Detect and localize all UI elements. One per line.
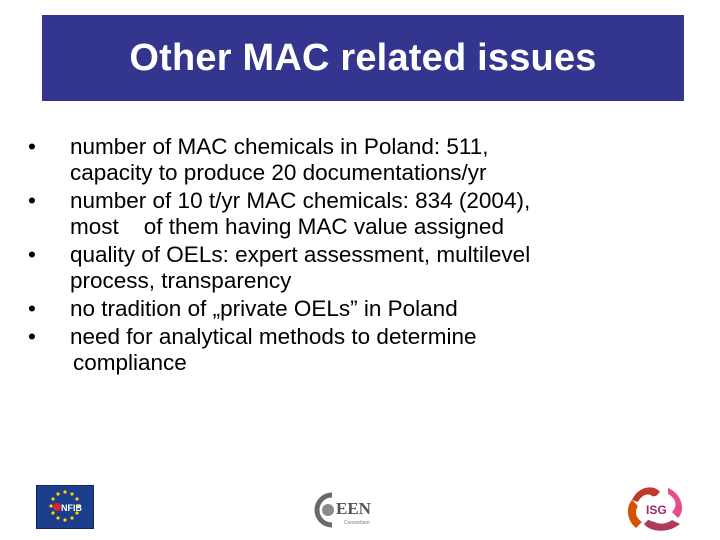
ceen-logo-subtext: Consortium — [344, 520, 370, 526]
eu-logo-text: NFIB — [61, 503, 82, 513]
ceen-logo-icon — [314, 491, 386, 529]
bullet-glyph: • — [28, 324, 36, 349]
bullet-item — [28, 242, 688, 294]
bullet-line: number of 10 t/yr MAC chemicals: 834 (2004), — [70, 188, 531, 213]
isg-hands-logo-icon — [624, 482, 688, 534]
bullet-line: no tradition of „private OELs” in Poland — [70, 296, 458, 321]
bullet-line: compliance — [73, 350, 187, 375]
bullet-item — [28, 296, 688, 322]
bullet-item — [28, 188, 688, 240]
bullet-line: capacity to produce 20 documentations/yr — [70, 160, 487, 185]
eu-flag-icon — [36, 485, 94, 529]
bullet-glyph: • — [28, 242, 36, 267]
title-bar — [42, 15, 684, 101]
bullet-list — [28, 134, 688, 378]
slide-title: Other MAC related issues — [129, 36, 597, 79]
bullet-item — [28, 324, 688, 376]
bullet-line: most of them having MAC value assigned — [70, 214, 504, 239]
bullet-line: need for analytical methods to determine — [70, 324, 477, 349]
bullet-glyph: • — [28, 134, 36, 159]
bullet-item — [28, 134, 688, 186]
ceen-logo-text: EEN — [336, 499, 371, 518]
bullet-line: number of MAC chemicals in Poland: 511, — [70, 134, 489, 159]
bullet-line: quality of OELs: expert assessment, multilevel — [70, 242, 531, 267]
bullet-glyph: • — [28, 188, 36, 213]
bullet-line: process, transparency — [70, 268, 292, 293]
bullet-glyph: • — [28, 296, 36, 321]
isg-logo-text: ISG — [646, 503, 667, 517]
